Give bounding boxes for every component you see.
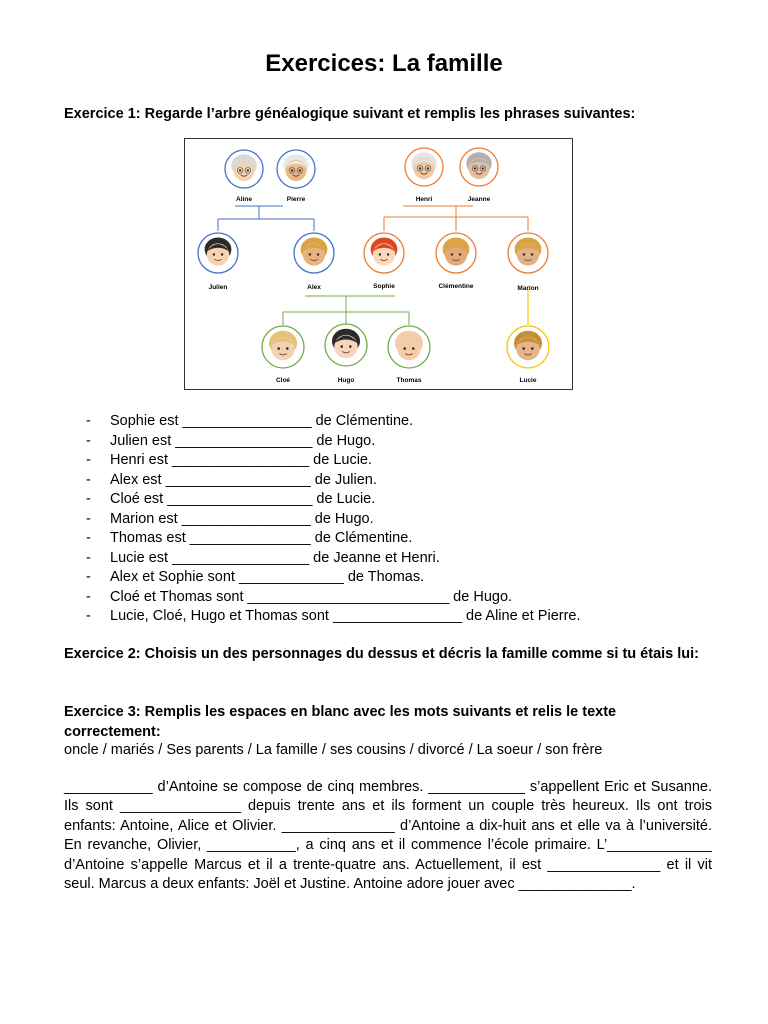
sentence-text: Thomas est _______________ de Clémentine. [110, 530, 413, 546]
tree-label-sophie: Sophie [373, 283, 395, 290]
sentence-text: Sophie est ________________ de Clémentine. [110, 413, 414, 429]
sentence-item [86, 471, 581, 491]
avatar-sophie-icon [364, 233, 404, 273]
sentence-text: Alex et Sophie sont _____________ de Thomas. [110, 569, 425, 585]
exercise1-heading: Exercice 1: Regarde l’arbre généalogique suivant et remplis les phrases suivantes: [64, 106, 636, 122]
list-dash: - [86, 510, 91, 527]
avatar-pierre-icon [277, 150, 315, 188]
exercise3-word-bank: oncle / mariés / Ses parents / La famille / ses cousins / divorcé / La soeur / son frère [64, 742, 603, 758]
list-dash: - [86, 569, 91, 585]
avatar-cloe-icon [262, 326, 304, 368]
tree-label-clementine: Clémentine [438, 283, 474, 290]
sentence-text: Henri est _________________ de Lucie. [110, 452, 373, 468]
tree-label-julien: Julien [208, 284, 228, 291]
sentence-text: Lucie, Cloé, Hugo et Thomas sont ________________ de Aline et Pierre. [110, 608, 581, 624]
sentence-text: Cloé et Thomas sont _________________________ de Hugo. [110, 588, 513, 605]
sentence-item [86, 510, 581, 530]
page-title: Exercices: La famille [265, 50, 503, 77]
tree-label-thomas: Thomas [396, 377, 422, 384]
tree-label-henri: Henri [415, 196, 433, 203]
tree-label-jeanne: Jeanne [467, 196, 491, 203]
sentence-item [86, 588, 581, 608]
sentence-item [86, 529, 581, 549]
list-dash: - [86, 549, 91, 566]
avatar-henri-icon [405, 148, 443, 186]
sentence-item [86, 490, 581, 510]
sentence-item [86, 412, 581, 432]
sentence-item [86, 432, 581, 452]
sentence-text: Cloé est __________________ de Lucie. [110, 491, 376, 507]
sentence-text: Lucie est _________________ de Jeanne et Henri. [110, 549, 440, 566]
exercise1-sentence-list [86, 412, 581, 627]
list-dash: - [86, 491, 91, 507]
tree-label-hugo: Hugo [337, 377, 355, 384]
sentence-item [86, 568, 581, 588]
avatar-hugo-icon [325, 324, 367, 366]
tree-label-marion: Marion [517, 285, 539, 292]
list-dash: - [86, 432, 91, 449]
avatar-aline-icon [225, 150, 263, 188]
list-dash: - [86, 588, 91, 605]
avatar-julien-icon [198, 233, 238, 273]
tree-label-pierre: Pierre [286, 196, 306, 203]
list-dash: - [86, 608, 91, 624]
avatar-marion-icon [508, 233, 548, 273]
sentence-item [86, 607, 581, 627]
avatar-clementine-icon [436, 233, 476, 273]
exercise2-heading: Exercice 2: Choisis un des personnages du dessus et décris la famille comme si tu étais lui: [64, 646, 700, 662]
avatar-jeanne-icon [460, 148, 498, 186]
sentence-item [86, 549, 581, 569]
tree-label-aline: Aline [236, 196, 252, 203]
list-dash: - [86, 471, 91, 488]
tree-label-lucie: Lucie [519, 377, 537, 384]
family-tree-lines [185, 139, 572, 389]
sentence-text: Alex est __________________ de Julien. [110, 471, 377, 488]
sentence-item [86, 451, 581, 471]
list-dash: - [86, 413, 91, 429]
exercise3-paragraph: ___________ d’Antoine se compose de cinq membres. ____________ s’appellent Eric et Susanne. Ils sont _______________ depuis trente ans et ils forment un couple très heureux. Ils ont trois enfants: Antoine, Alice et Olivier. ______________ d’Antoine a dix-huit ans et elle va à l’université. En revanche, Olivier, ___________, a cinq ans et il commence l’école primaire. L’_____________ d’Antoine s’appelle Marcus et il a trente-quatre ans. Actuellement, il est ______________ et il vit seul. Marcus a deux enfants: Joël et Justine. Antoine adore jouer avec ______________. [64, 779, 712, 893]
avatar-lucie-icon [507, 326, 549, 368]
avatar-thomas-icon [388, 326, 430, 368]
tree-label-alex: Alex [307, 284, 321, 291]
sentence-text: Julien est _________________ de Hugo. [110, 432, 376, 449]
tree-label-cloe: Cloé [275, 377, 291, 384]
family-tree-image [184, 138, 573, 390]
list-dash: - [86, 452, 91, 468]
avatar-alex-icon [294, 233, 334, 273]
list-dash: - [86, 530, 91, 546]
sentence-text: Marion est ________________ de Hugo. [110, 510, 374, 527]
exercise3-heading: Exercice 3: Remplis les espaces en blanc avec les mots suivants et relis le texte correctement: [64, 704, 617, 740]
